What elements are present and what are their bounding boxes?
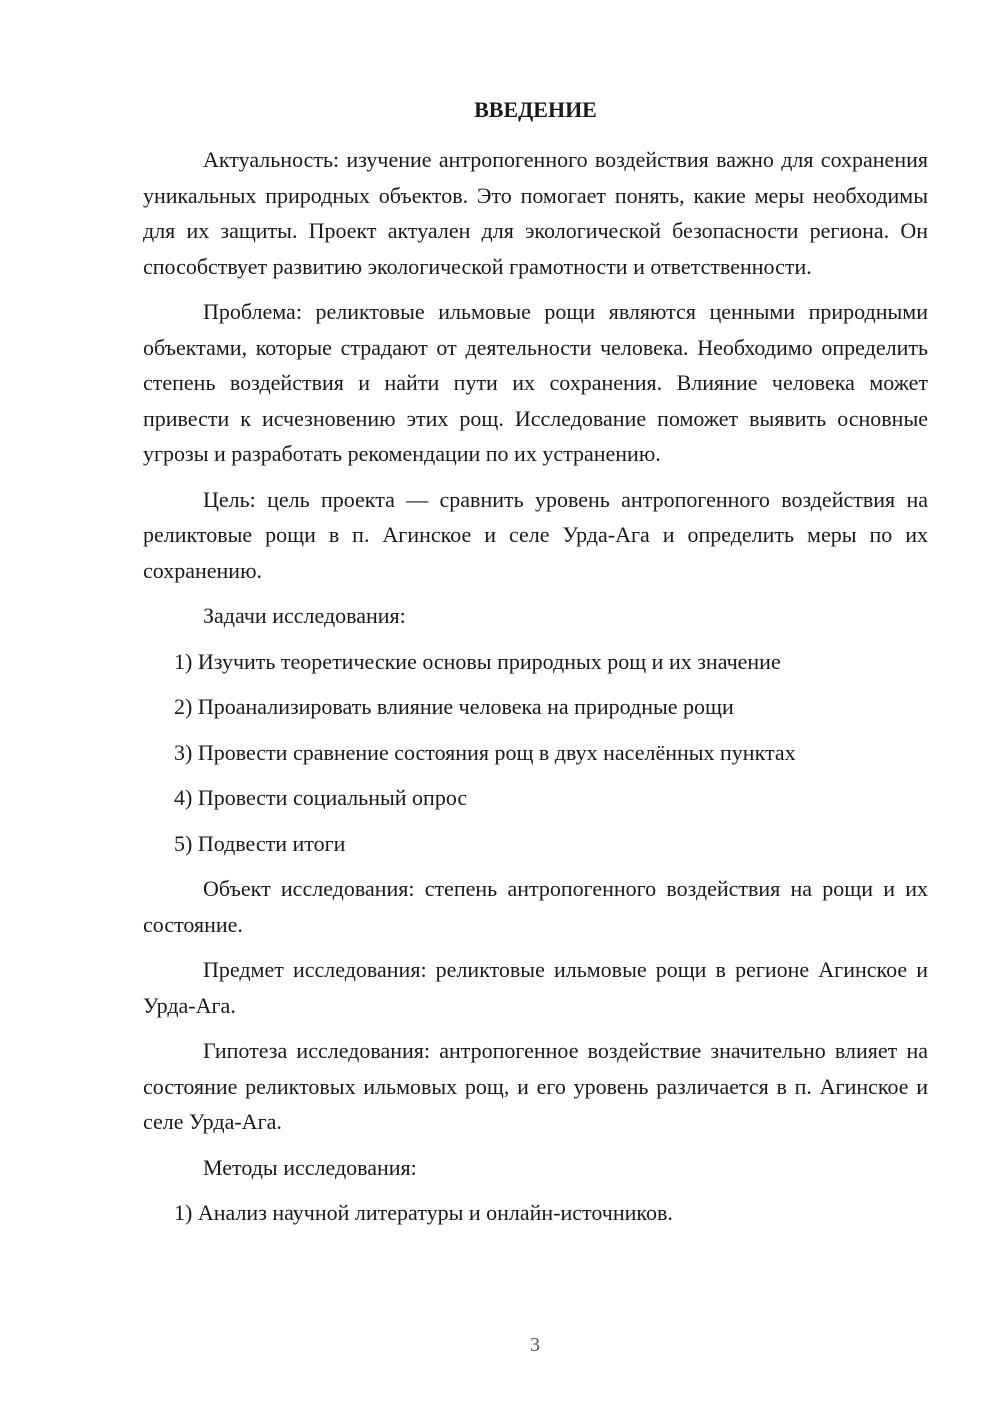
document-page [143, 96, 928, 1241]
goal-paragraph: Цель: цель проекта — сравнить уровень антропогенного воздействия на реликтовые рощи в п. Агинское и селе Урда-Ага и определить меры по их сохранению. [143, 486, 928, 583]
hypothesis-paragraph: Гипотеза исследования: антропогенное воздействие значительно влияет на состояние реликтовых ильмовых рощ, и его уровень различается в п. Агинское и селе Урда-Ага. [143, 1038, 928, 1134]
task-item: 2) Проанализировать влияние человека на природные рощи [174, 694, 734, 719]
task-item: 4) Провести социальный опрос [174, 785, 468, 810]
task-item: 5) Подвести итоги [174, 830, 346, 856]
problem-paragraph: Проблема: реликтовые ильмовые рощи являются ценными природными объектами, которые страдают от деятельности человека. Необходимо определить степень воздействия и найти пути их сохранения. Влияние человека может привести к исчезновению этих рощ. Исследование поможет выявить основные угрозы и разработать рекомендации по их устранению. [143, 299, 928, 466]
task-item: 3) Провести сравнение состояния рощ в двух населённых пунктах [174, 739, 796, 765]
relevance-paragraph: Актуальность: изучение антропогенного воздействия важно для сохранения уникальных природных объектов. Это помогает понять, какие меры необходимы для их защиты. Проект актуален для экологической безопасности региона. Он способствует развитию экологической грамотности и ответственности. [143, 147, 928, 279]
task-item: 1) Изучить теоретические основы природных рощ и их значение [174, 648, 781, 674]
subject-paragraph: Предмет исследования: реликтовые ильмовые рощи в регионе Агинское и Урда-Ага. [143, 957, 928, 1018]
page-number: 3 [530, 1334, 540, 1356]
object-paragraph: Объект исследования: степень антропогенного воздействия на рощи и их состояние. [143, 876, 928, 937]
methods-heading: Методы исследования: [203, 1154, 417, 1180]
page-title: ВВЕДЕНИЕ [474, 97, 597, 122]
method-item: 1) Анализ научной литературы и онлайн-источников. [174, 1200, 673, 1225]
tasks-heading: Задачи исследования: [203, 603, 406, 628]
